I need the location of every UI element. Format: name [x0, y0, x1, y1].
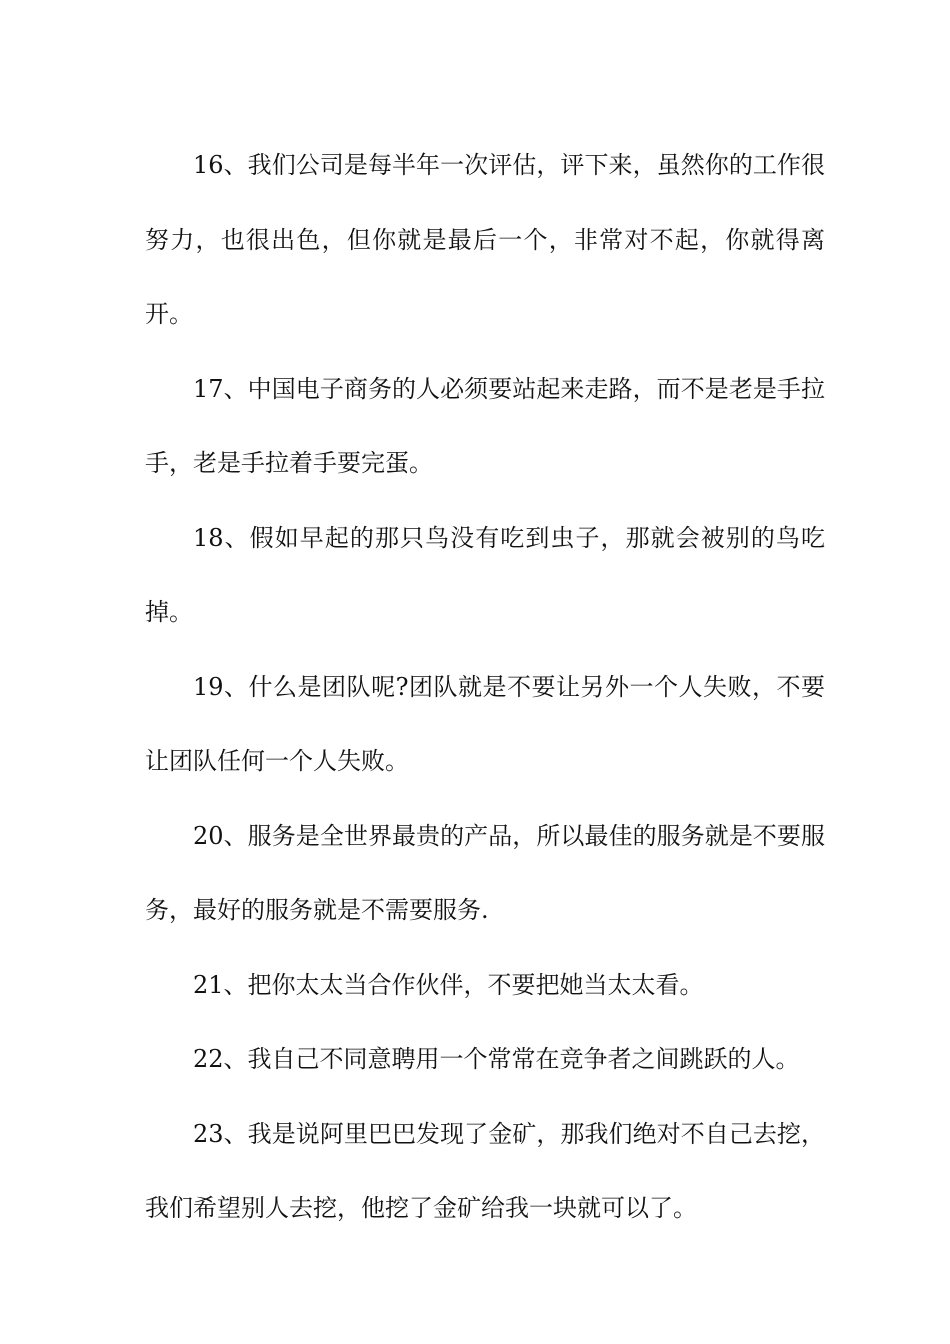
paragraph-19: 19、什么是团队呢?团队就是不要让另外一个人失败，不要让团队任何一个人失败。 [145, 672, 825, 775]
paragraph-21: 21、把你太太当合作伙伴，不要把她当太太看。 [193, 970, 704, 999]
document-body [145, 128, 825, 1246]
paragraph-16: 16、我们公司是每半年一次评估，评下来，虽然你的工作很努力，也很出色，但你就是最后一个，非常对不起，你就得离开。 [145, 151, 825, 328]
paragraph-22: 22、我自己不同意聘用一个常常在竞争者之间跳跃的人。 [193, 1045, 800, 1073]
paragraph-23: 23、我是说阿里巴巴发现了金矿，那我们绝对不自己去挖，我们希望别人去挖，他挖了金矿给我一块就可以了。 [145, 1119, 825, 1222]
paragraph-20: 20、服务是全世界最贵的产品，所以最佳的服务就是不要服务，最好的服务就是不需要服务. [145, 821, 825, 924]
paragraph-17: 17、中国电子商务的人必须要站起来走路，而不是老是手拉手，老是手拉着手要完蛋。 [145, 374, 825, 477]
paragraph-18: 18、假如早起的那只鸟没有吃到虫子，那就会被别的鸟吃掉。 [145, 523, 825, 626]
